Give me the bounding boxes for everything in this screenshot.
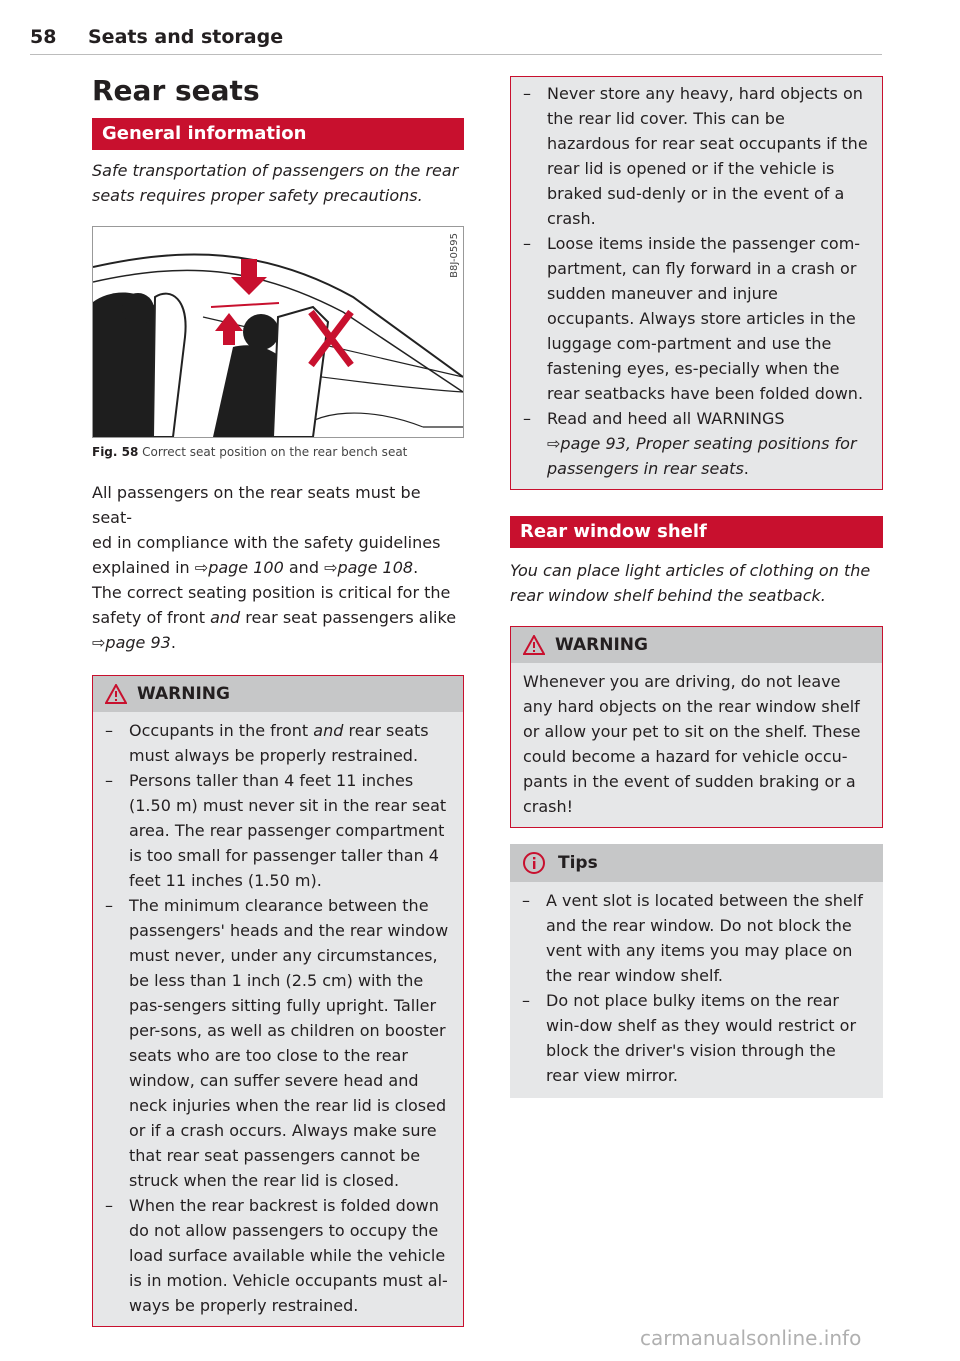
body-line: ed in compliance with the safety guidelines (92, 533, 441, 552)
figure-caption (92, 444, 464, 460)
page-reference-link[interactable]: ⇨page 93, Proper seating positions for passengers in rear seats (547, 434, 857, 478)
body-line: ⇨page 93. (92, 633, 176, 652)
info-icon (522, 851, 546, 875)
warning-list (105, 718, 451, 1318)
warning-item: – Loose items inside the passenger com-partment, can fly forward in a crash or sudden maneuver and injure occupants. Always store articles in the luggage com-partment and use the fastening eyes, es-pecially when the rear seatbacks have been folded down. (523, 231, 870, 406)
tip-item: – Do not place bulky items on the rear win-dow shelf as they would restrict or block the driver's vision through the rear view mirror. (522, 988, 871, 1088)
figure-caption-label: Fig. 58 (92, 445, 139, 459)
warning-header (511, 627, 882, 663)
warning-item: – Never store any heavy, hard objects on the rear lid cover. This can be hazardous for rear seat occupants if the rear lid is opened or if the vehicle is braked sud-denly or in the event of a crash. (523, 81, 870, 231)
seat-position-illustration (93, 227, 463, 437)
tips-list (522, 888, 871, 1088)
figure-caption-text: Correct seat position on the rear bench seat (142, 445, 408, 459)
body-line: safety of front and rear seat passengers alike (92, 608, 457, 627)
subheading-general-information: General information (92, 118, 464, 150)
tip-item: – A vent slot is located between the shelf and the rear window. Do not block the vent with any items you may place on the rear window shelf. (522, 888, 871, 988)
warning-item: – Persons taller than 4 feet 11 inches (1.50 m) must never sit in the rear seat area. The rear passenger compartment is too small for passenger taller than 4 feet 11 inches (1.50 m). (105, 768, 451, 893)
tips-header (510, 844, 883, 882)
figure-code: B8J-0595 (449, 233, 460, 278)
page-reference-link[interactable]: ⇨page 100 (194, 558, 284, 577)
body-line: The correct seating position is critical for the (92, 583, 451, 602)
warning-body (511, 663, 882, 827)
body-line: All passengers on the rear seats must be seat- (92, 483, 421, 527)
warning-triangle-icon (105, 684, 127, 704)
warning-item: – Occupants in the front and rear seats must always be properly restrained. (105, 718, 451, 768)
tips-box (510, 844, 883, 1098)
body-paragraph (92, 480, 464, 655)
page-title: Rear seats (92, 74, 260, 107)
warning-item: – Read and heed all WARNINGS ⇨page 93, Proper seating positions for passengers in rear seats. (523, 406, 870, 481)
warning-body (93, 712, 463, 1326)
warning-item: – When the rear backrest is folded down do not allow passengers to occupy the load surface available while the vehicle is in motion. Vehicle occupants must al-ways be properly restrained. (105, 1193, 451, 1318)
intro-text: Safe transportation of passengers on the rear seats requires proper safety precautions. (92, 161, 459, 205)
warning-text: Whenever you are driving, do not leave any hard objects on the rear window shelf or allow your pet to sit on the shelf. These could become a hazard for vehicle occu-pants in the event of sudden braking or a crash! (523, 672, 861, 816)
page-reference-link[interactable]: ⇨page 93 (92, 633, 171, 652)
warning-header (93, 676, 463, 712)
warning-triangle-icon (523, 635, 545, 655)
subheading-rear-window-shelf: Rear window shelf (510, 516, 883, 548)
watermark: carmanualsonline.info (640, 1326, 862, 1350)
tips-label: Tips (558, 853, 598, 873)
warning-box-shelf (510, 626, 883, 828)
intro-text-shelf: You can place light articles of clothing on the rear window shelf behind the seatback. (510, 561, 871, 605)
page-header (30, 26, 882, 55)
right-column (510, 76, 883, 1098)
warning-continuation-box (510, 76, 883, 490)
body-line: explained in ⇨page 100 and ⇨page 108. (92, 558, 419, 577)
page-number: 58 (30, 26, 57, 48)
warning-box-rear-seats (92, 675, 464, 1327)
warning-label: WARNING (555, 635, 648, 655)
page-reference-link[interactable]: ⇨page 108 (324, 558, 414, 577)
warning-continuation-list (523, 81, 870, 481)
tips-body (510, 882, 883, 1098)
warning-label: WARNING (137, 684, 230, 704)
left-column (92, 70, 464, 1327)
section-title: Seats and storage (88, 26, 284, 48)
warning-item: – The minimum clearance between the passengers' heads and the rear window must never, under any circumstances, be less than 1 inch (2.5 cm) with the pas-sengers sitting fully upright. Taller per-sons, as well as children on booster seats who are too close to the rear window, can suffer severe head and neck injuries when the rear lid is closed or if a crash occurs. Always make sure that rear seat passengers cannot be struck when the rear lid is closed. (105, 893, 451, 1193)
figure-seat-position (92, 226, 464, 438)
